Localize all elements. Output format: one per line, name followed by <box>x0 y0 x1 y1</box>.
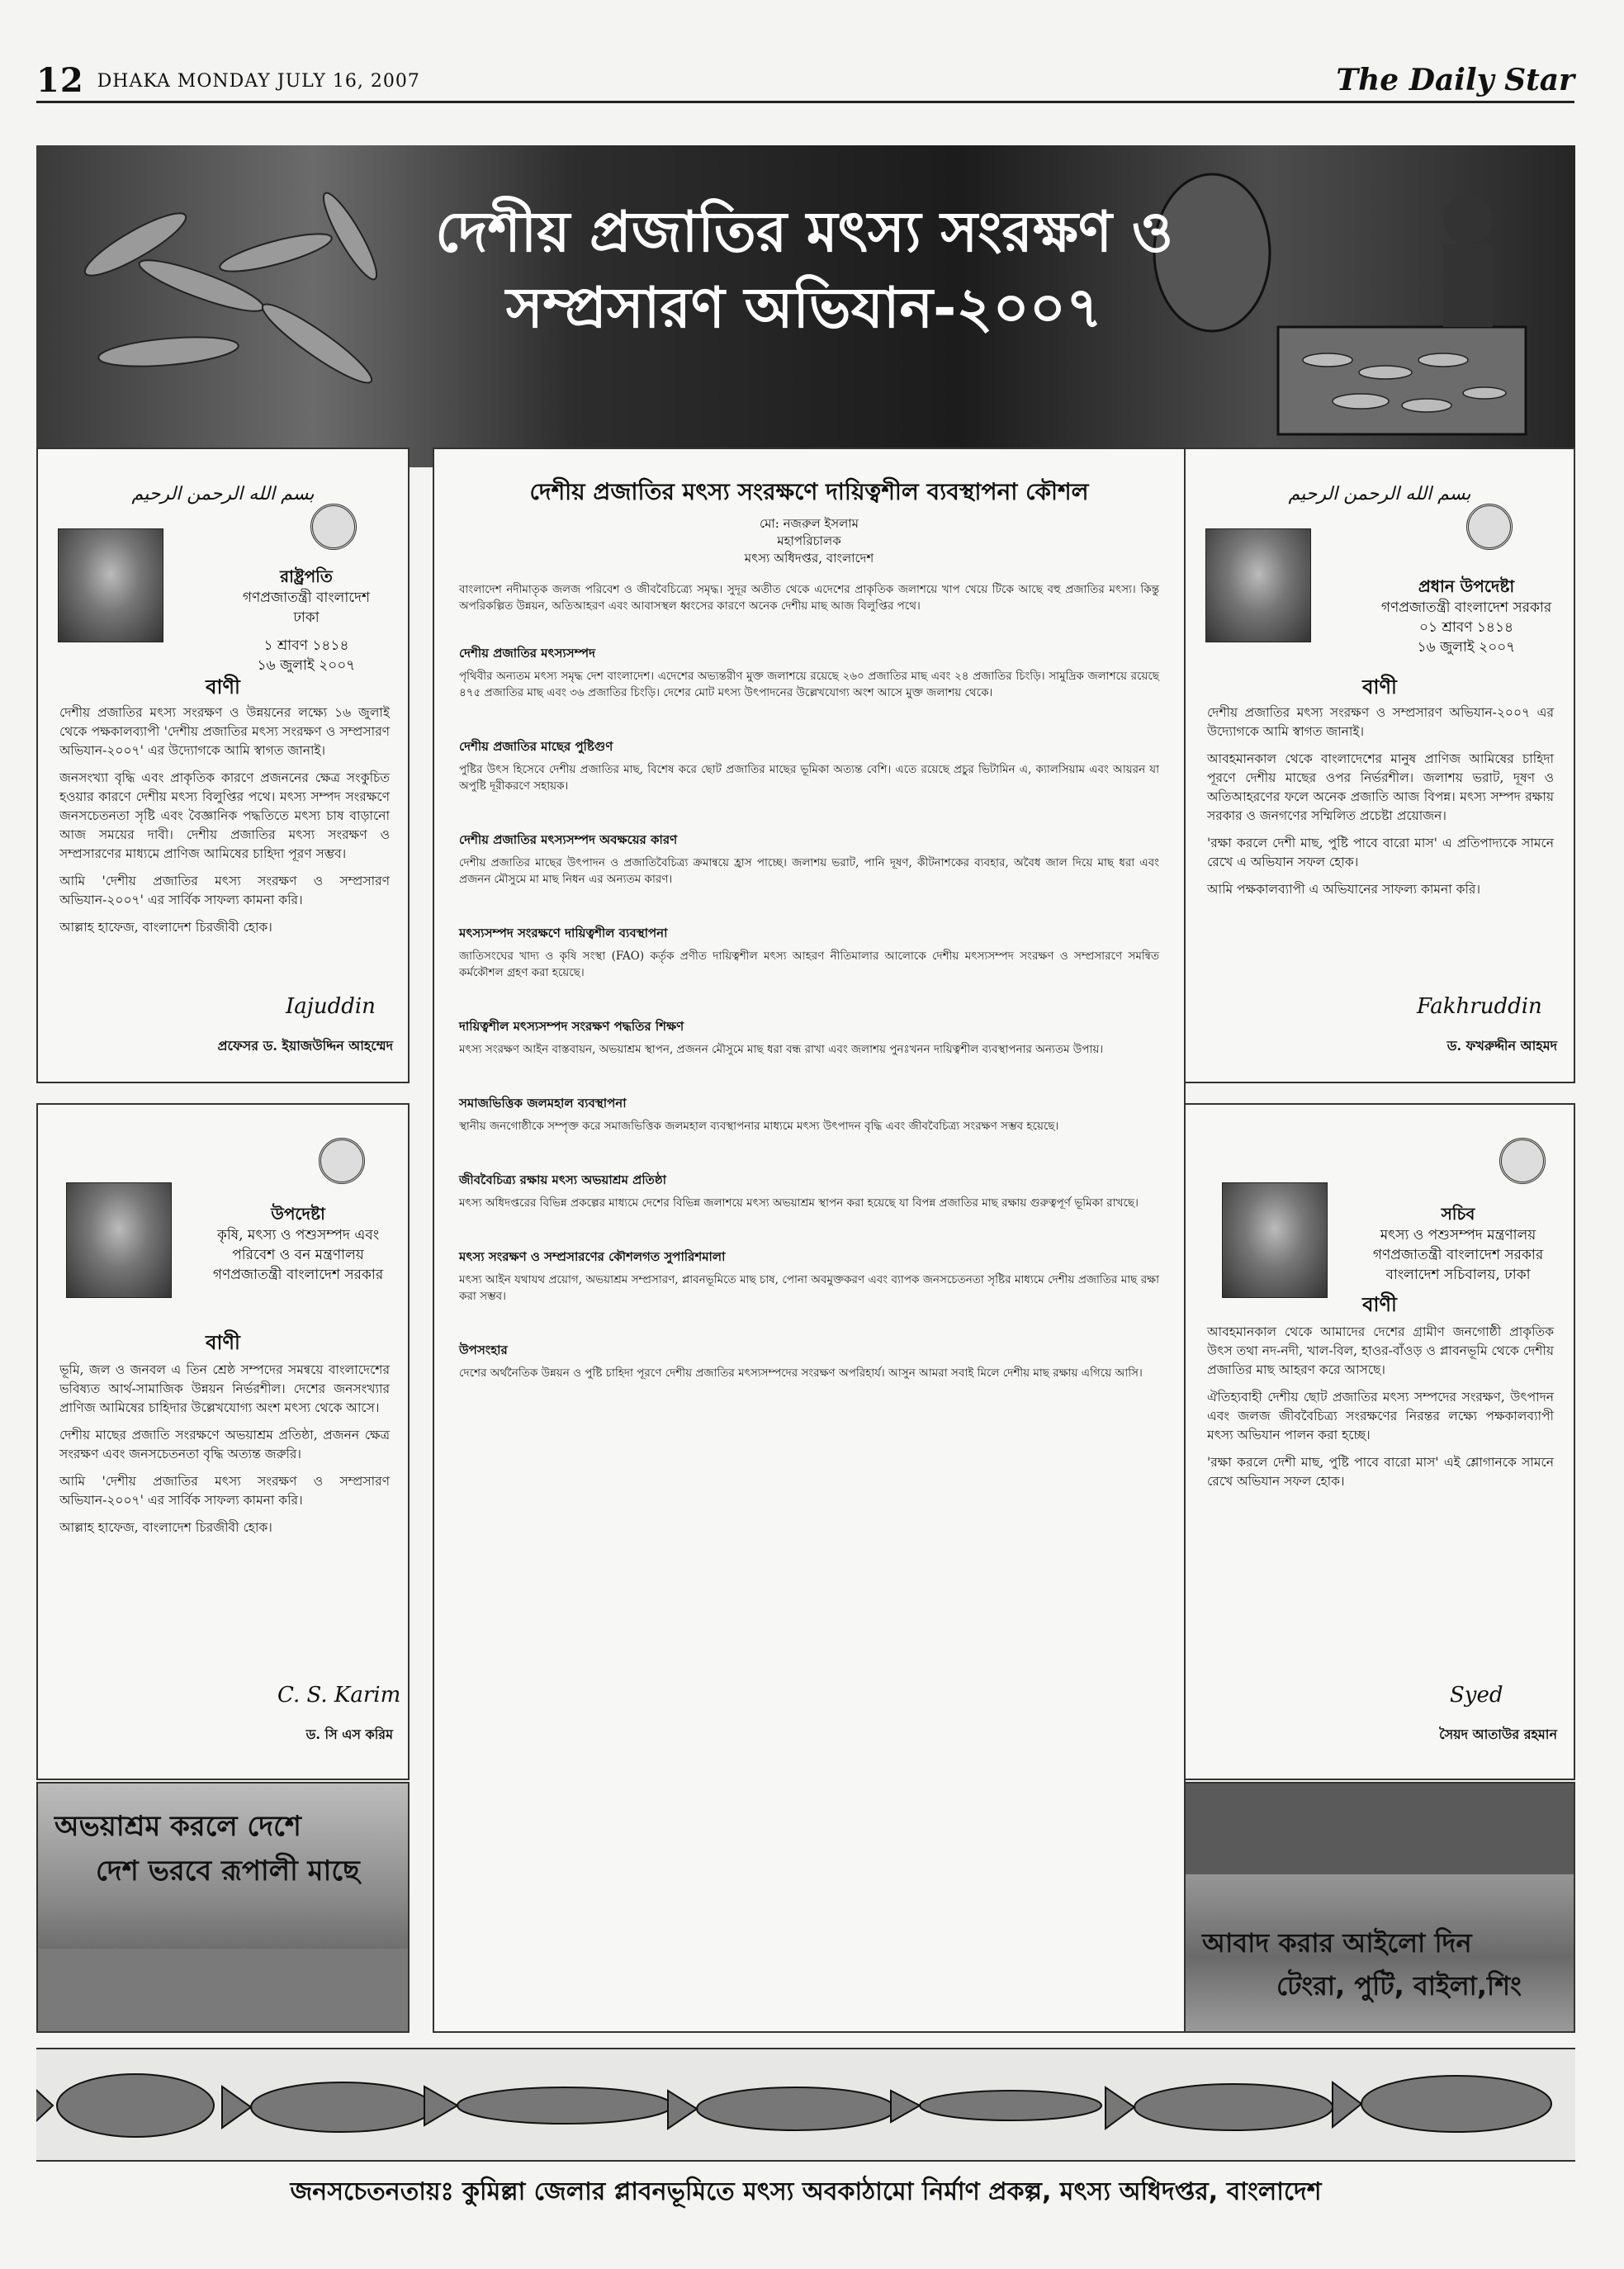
section-text: পুষ্টির উৎস হিসেবে দেশীয় প্রজাতির মাছ, বিশেষ করে ছোট প্রজাতির মাছের ভূমিকা অত্যন্ত বেশি। এতে রয়েছে প্রচুর ভিটামিন এ, ক্যালসিয়াম এবং আয়রন যা অপুষ্টি দূরীকরণে সহায়ক। <box>459 763 1159 793</box>
chief-adviser-photo <box>1205 528 1311 642</box>
secretary-photo <box>1222 1182 1328 1298</box>
center-article <box>433 448 1186 2033</box>
signer-name: প্রফেসর ড. ইয়াজউদ্দিন আহম্মেদ <box>217 1038 393 1054</box>
section-heading: দেশীয় প্রজাতির মৎস্যসম্পদ অবক্ষয়ের কারণ <box>459 832 678 847</box>
emblem-icon <box>310 504 357 550</box>
secretary-message <box>1186 1103 1575 1780</box>
date-line: ১৬ জুলাই ২০০৭ <box>257 657 356 674</box>
section-text: মৎস্য অধিদপ্তরের বিভিন্ন প্রকল্পের মাধ্যমে দেশের বিভিন্ন জলাশয়ে মৎস্য অভয়াশ্রম স্থাপন করা হয়েছে যা বিপন্ন প্রজাতির মাছ রক্ষায় গুরুত্বপূর্ণ ভূমিকা রাখছে। <box>459 1196 1139 1210</box>
signature: C. S. Karim <box>277 1683 401 1708</box>
paragraph: আবহমানকাল থেকে বাংলাদেশের মানুষ প্রাণিজ আমিষের চাহিদা পূরণে দেশীয় মাছের ওপর নির্ভরশীল। জলাশয় ভরাট, দূষণ ও অতিআহরণের ফলে অনেক প্রজাতি আজ বিপন্ন। মৎস্য সম্পদ রক্ষায় সরকার ও জনগণের সম্মিলিত প্রচেষ্টা প্রয়োজন। <box>1207 751 1554 823</box>
section-heading: সমাজভিত্তিক জলমহাল ব্যবস্থাপনা <box>459 1096 627 1111</box>
message-heading: বাণী <box>206 675 240 699</box>
paragraph: দেশীয় মাছের প্রজাতি সংরক্ষণে অভয়াশ্রম প্রতিষ্ঠা, প্রজনন ক্ষেত্র সংরক্ষণ এবং জনসচেতনতা বৃদ্ধি অত্যন্ত জরুরি। <box>59 1428 390 1461</box>
paragraph: আমি 'দেশীয় প্রজাতির মৎস্য সংরক্ষণ ও সম্প্রসারণ অভিযান-২০০৭' এর সার্বিক সাফল্য কামনা করি। <box>59 874 390 907</box>
paragraph: 'রক্ষা করলে দেশী মাছ, পুষ্টি পাবে বারো মাস' এ প্রতিপাদ্যকে সামনে রেখে এ অভিযান সফল হোক। <box>1207 836 1554 869</box>
section-heading: জীববৈচিত্র্য রক্ষায় মৎস্য অভয়াশ্রম প্রতিষ্ঠা <box>459 1172 666 1187</box>
bismillah: بسم الله الرحمن الرحيم <box>1288 484 1471 504</box>
section-text: স্থানীয় জনগোষ্ঠীকে সম্পৃক্ত করে সমাজভিত্তিক জলমহাল ব্যবস্থাপনার মাধ্যমে মৎস্য উৎপাদন বৃদ্ধি এবং জীববৈচিত্র্য সংরক্ষণ সম্ভব হয়েছে। <box>459 1120 1059 1133</box>
section-text: মৎস্য আইন যথাযথ প্রয়োগ, অভয়াশ্রম সম্প্রসারণ, প্লাবনভূমিতে মাছ চাষ, পোনা অবমুক্তকরণ এবং ব্যাপক জনসচেতনতা সৃষ্টির মাধ্যমে দেশীয় প্রজাতির মাছ রক্ষা করা সম্ভব। <box>459 1273 1159 1303</box>
emblem-icon <box>1466 504 1513 550</box>
paragraph: দেশীয় প্রজাতির মৎস্য সংরক্ষণ ও সম্প্রসারণ অভিযান-২০০৭ এর উদ্যোগকে আমি স্বাগত জানাই। <box>1207 705 1554 739</box>
section-heading: দেশীয় প্রজাতির মৎস্যসম্পদ <box>459 646 595 661</box>
signature: Fakhruddin <box>1417 994 1542 1019</box>
chief-adviser-message <box>1186 448 1575 1083</box>
section-text: জাতিসংঘের খাদ্য ও কৃষি সংস্থা (FAO) কর্তৃক প্রণীত দায়িত্বশীল মৎস্য আহরণ নীতিমালার আলোকে দেশীয় মৎস্যসম্পদ সংরক্ষণ ও সম্প্রসারণে সমন্বিত কর্মকৌশল গ্রহণ করা হয়েছে। <box>459 950 1159 979</box>
author-name: মো: নজরুল ইসলাম <box>760 516 859 531</box>
section-text: পৃথিবীর অন্যতম মৎস্য সমৃদ্ধ দেশ বাংলাদেশ। এদেশের অভ্যন্তরীণ মুক্ত জলাশয়ে রয়েছে ২৬০ প্রজাতির মাছ এবং ২৪ প্রজাতির চিংড়ি। সামুদ্রিক জলাশয়ে রয়েছে ৪৭৫ প্রজাতির মাছ এবং ৩৬ প্রজাতির চিংড়ি। দেশের মোট মৎস্য উৎপাদনের উল্লেখযোগ্য অংশ আসে মুক্ত জলাশয় থেকে। <box>459 670 1159 699</box>
bismillah: بسم الله الرحمن الرحيم <box>131 484 315 504</box>
banner-title <box>433 195 1176 347</box>
adviser-role: উপদেষ্টা <box>271 1204 325 1224</box>
message-body <box>59 1361 390 1537</box>
fish-pile-icon <box>69 178 416 426</box>
trees-strip <box>1186 1783 1575 1874</box>
left-advert <box>36 1782 410 2033</box>
section-heading: দেশীয় প্রজাতির মাছের পুষ্টিগুণ <box>459 739 613 754</box>
dateline <box>36 61 420 100</box>
signer-name: ড. ফখরুদ্দীন আহমদ <box>1446 1038 1557 1054</box>
message-body <box>1207 703 1554 899</box>
author-org: মৎস্য অধিদপ্তর, বাংলাদেশ <box>744 551 874 566</box>
paragraph: জনসংখ্যা বৃদ্ধি এবং প্রাকৃতিক কারণে প্রজননের ক্ষেত্র সংকুচিত হওয়ার কারণে দেশীয় মৎস্য বিলুপ্তির পথে। মৎস্য সম্পদ সংরক্ষণে জনসচেতনতা সৃষ্টি এবং বৈজ্ঞানিক পদ্ধতিতে মৎস্য চাষ বাড়ানো আজ সময়ের দাবী। দেশীয় প্রজাতির মৎস্য সংরক্ষণ ও সম্প্রসারণের মাধ্যমে প্রাণিজ আমিষের চাহিদা পূরণ সম্ভব। <box>59 770 390 861</box>
secretary-org <box>1351 1225 1565 1285</box>
right-advert-line1: আবাদ করার আইলো দিন <box>1202 1927 1472 1959</box>
org-line: গণপ্রজাতন্ত্রী বাংলাদেশ সরকার <box>1372 1247 1544 1263</box>
fish-row-icon <box>36 2049 1575 2160</box>
right-advert-line2: টেংরা, পুটি, বাইলা,শিং <box>1276 1970 1522 2001</box>
org-line: গণপ্রজাতন্ত্রী বাংলাদেশ <box>242 590 371 606</box>
org-line: কৃষি, মৎস্য ও পশুসম্পদ এবং <box>216 1227 380 1243</box>
signer-name: সৈয়দ আতাউর রহমান <box>1439 1727 1557 1742</box>
left-advert-line1: অভয়াশ্রম করলে দেশে <box>54 1810 301 1843</box>
adviser-message <box>36 1103 410 1780</box>
president-org <box>211 588 401 675</box>
right-advert <box>1186 1782 1575 2033</box>
paragraph: ঐতিহ্যবাহী দেশীয় ছোট প্রজাতির মৎস্য সম্পদের সংরক্ষণ, উৎপাদন এবং জলজ জীববৈচিত্র্য সংরক্ষণের নিরন্তর লক্ষ্যে পক্ষকালব্যাপী মৎস্য অভিযান পালন করা হচ্ছে। <box>1207 1390 1554 1442</box>
chief-adviser-org <box>1367 598 1565 657</box>
article-author <box>434 515 1184 567</box>
chief-adviser-role: প্রধান উপদেষ্টা <box>1418 576 1515 596</box>
org-line: বাংলাদেশ সচিবালয়, ঢাকা <box>1385 1267 1531 1283</box>
paragraph: 'রক্ষা করলে দেশী মাছ, পুষ্টি পাবে বারো মাস' এই শ্লোগানকে সামনে রেখে অভিযান সফল হোক। <box>1207 1455 1554 1489</box>
adviser-org <box>195 1225 401 1285</box>
author-title: মহাপরিচালক <box>777 533 841 548</box>
fish-illustration-strip <box>36 2048 1575 2162</box>
signer-name: ড. সি এস করিম <box>305 1727 393 1742</box>
message-heading: বাণী <box>1362 675 1397 699</box>
president-role: রাষ্ট্রপতি <box>280 566 333 586</box>
adviser-photo <box>66 1182 172 1298</box>
left-advert-line2: দেশ ভরবে রূপালী মাছে <box>96 1855 360 1888</box>
footer-credit: জনসচেতনতায়ঃ কুমিল্লা জেলার প্লাবনভূমিতে মৎস্য অবকাঠামো নির্মাণ প্রকল্প, মৎস্য অধিদপ্তর, বাংলাদেশ <box>290 2177 1322 2206</box>
paper-name: The Daily Star <box>1336 63 1574 97</box>
org-line: ঢাকা <box>293 609 320 626</box>
president-photo <box>58 528 163 642</box>
campaign-banner <box>36 145 1575 467</box>
message-body <box>59 703 390 937</box>
closing: আল্লাহ হাফেজ, বাংলাদেশ চিরজীবী হোক। <box>59 920 272 935</box>
section-text: মৎস্য সংরক্ষণ আইন বাস্তবায়ন, অভয়াশ্রম স্থাপন, প্রজনন মৌসুমে মাছ ধরা বন্ধ রাখা এবং জলাশয় পুনঃখনন দায়িত্বশীল ব্যবস্থাপনার অন্যতম উপায়। <box>459 1043 1104 1056</box>
date-line: ১৬ জুলাই ২০০৭ <box>1417 639 1516 656</box>
paragraph: আমি পক্ষকালব্যাপী এ অভিযানের সাফল্য কামনা করি। <box>1207 882 1480 897</box>
date-text: DHAKA MONDAY JULY 16, 2007 <box>97 71 420 92</box>
signature: Iajuddin <box>286 994 376 1019</box>
paragraph: আমি 'দেশীয় প্রজাতির মৎস্য সংরক্ষণ ও সম্প্রসারণ অভিযান-২০০৭' এর সার্বিক সাফল্য কামনা করি। <box>59 1474 390 1508</box>
section-heading: মৎস্যসম্পদ সংরক্ষণে দায়িত্বশীল ব্যবস্থাপনা <box>459 926 668 940</box>
date-line: ১ শ্রাবণ ১৪১৪ <box>263 637 349 654</box>
org-line: গণপ্রজাতন্ত্রী বাংলাদেশ সরকার <box>212 1267 384 1283</box>
secretary-role: সচিব <box>1441 1204 1475 1224</box>
fishing-basket-icon <box>1113 162 1542 451</box>
water-strip <box>38 1949 410 2033</box>
article-body <box>459 581 1159 1418</box>
date-line: ০১ শ্রাবণ ১৪১৪ <box>1418 619 1514 636</box>
paragraph: দেশীয় প্রজাতির মৎস্য সংরক্ষণ ও উন্নয়নের লক্ষ্যে ১৬ জুলাই থেকে পক্ষকালব্যাপী 'দেশীয় প্রজাতির মৎস্য সংরক্ষণ ও সম্প্রসারণ অভিযান-২০০৭' এর উদ্যোগকে আমি স্বাগত জানাই। <box>59 705 390 758</box>
banner-title-line2: সম্প্রসারণ অভিযান-২০০৭ <box>505 276 1103 341</box>
emblem-icon <box>319 1138 365 1184</box>
section-heading: উপসংহার <box>459 1343 508 1357</box>
section-text: দেশের অর্থনৈতিক উন্নয়ন ও পুষ্টি চাহিদা পূরণে দেশীয় প্রজাতির মৎস্যসম্পদের সংরক্ষণ অপরিহার্য। আসুন আমরা সবাই মিলে দেশীয় মাছ রক্ষায় এগিয়ে আসি। <box>459 1367 1143 1380</box>
org-line: পরিবেশ ও বন মন্ত্রণালয় <box>232 1247 364 1263</box>
org-line: গণপ্রজাতন্ত্রী বাংলাদেশ সরকার <box>1380 599 1552 616</box>
paragraph: ভূমি, জল ও জনবল এ তিন শ্রেষ্ঠ সম্পদের সমন্বয়ে বাংলাদেশের ভবিষ্যত আর্থ-সামাজিক উন্নয়ন নির্ভরশীল। দেশের জনসংখ্যার প্রাণিজ আমিষের চাহিদার উল্লেখযোগ্য অংশ মৎস্য থেকে আসে। <box>59 1362 390 1415</box>
article-title: দেশীয় প্রজাতির মৎস্য সংরক্ষণে দায়িত্বশীল ব্যবস্থাপনা কৌশল <box>529 478 1089 505</box>
section-heading: দায়িত্বশীল মৎস্যসম্পদ সংরক্ষণ পদ্ধতির শিক্ষণ <box>459 1019 684 1034</box>
emblem-icon <box>1499 1138 1546 1184</box>
president-message <box>36 448 410 1083</box>
paragraph: আবহমানকাল থেকে আমাদের দেশের গ্রামীণ জনগোষ্ঠী প্রাকৃতিক উৎস তথা নদ-নদী, খাল-বিল, হাওর-বাঁওড় ও প্লাবনভূমি থেকে দেশীয় প্রজাতির মাছ আহরণ করে আসছে। <box>1207 1324 1554 1377</box>
section-heading: মৎস্য সংরক্ষণ ও সম্প্রসারণের কৌশলগত সুপারিশমালা <box>459 1249 726 1264</box>
closing: আল্লাহ হাফেজ, বাংলাদেশ চিরজীবী হোক। <box>59 1520 272 1535</box>
org-line: মৎস্য ও পশুসম্পদ মন্ত্রণালয় <box>1380 1227 1536 1243</box>
banner-title-line1: দেশীয় প্রজাতির মৎস্য সংরক্ষণ ও <box>435 200 1173 265</box>
message-heading: বাণী <box>206 1330 240 1354</box>
page-number: 12 <box>36 61 84 100</box>
message-body <box>1207 1323 1554 1491</box>
top-rule <box>36 101 1574 103</box>
message-heading: বাণী <box>1362 1292 1397 1316</box>
signature: Syed <box>1450 1683 1503 1708</box>
intro-paragraph: বাংলাদেশ নদীমাতৃক জলজ পরিবেশ ও জীববৈচিত্র্যে সমৃদ্ধ। সুদূর অতীত থেকে এদেশের প্রাকৃতিক জলাশয়ে খাপ খেয়ে টিকে আছে বহু প্রজাতির মৎস্য। কিন্তু অপরিকল্পিত উন্নয়ন, অতিআহরণ এবং আবাসস্থল ধ্বংসের কারণে অনেক দেশীয় মাছ আজ বিলুপ্তির পথে। <box>459 583 1159 613</box>
section-text: দেশীয় প্রজাতির মাছের উৎপাদন ও প্রজাতিবৈচিত্র্য ক্রমান্বয়ে হ্রাস পাচ্ছে। জলাশয় ভরাট, পানি দূষণ, কীটনাশকের ব্যবহার, অবৈধ জাল দিয়ে মাছ ধরা এবং প্রজনন মৌসুমে মা মাছ নিধন এর অন্যতম কারণ। <box>459 856 1159 886</box>
